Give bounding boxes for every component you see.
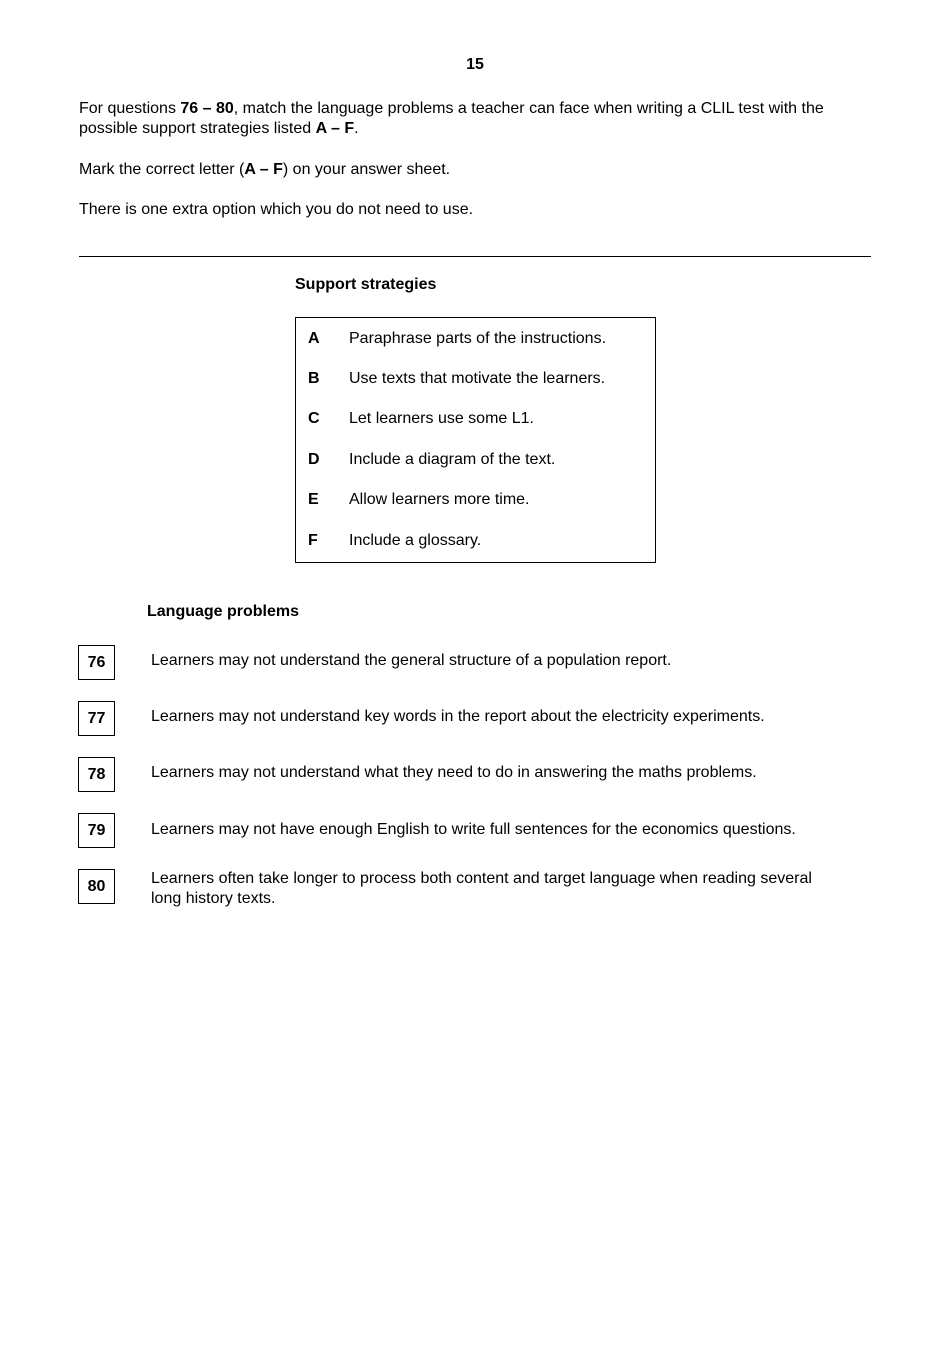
strategy-item [296,530,655,552]
strategy-text: Include a diagram of the text. [349,451,556,468]
intro-prefix: For questions [79,100,181,117]
question-range: 76 – 80 [180,100,234,117]
strategy-letter: B [308,370,320,387]
instructions-intro [79,99,879,139]
question-number-box: 79 [78,813,115,848]
support-strategies-heading: Support strategies [295,276,437,293]
question-number-box: 77 [78,701,115,736]
strategy-letter: A [308,330,320,347]
strategy-letter: D [308,451,320,468]
problem-text: Learners may not understand key words in the report about the electricity experiments. [151,708,765,725]
strategy-letter: C [308,410,320,427]
strategy-letter: F [308,532,318,549]
question-number-box: 80 [78,869,115,904]
language-problems-heading: Language problems [147,603,300,620]
problem-text: Learners may not understand what they need to do in answering the maths problems. [151,764,757,781]
strategy-text: Paraphrase parts of the instructions. [349,330,607,347]
problem-text: Learners may not understand the general structure of a population report. [151,652,672,669]
question-number-box: 76 [78,645,115,680]
intro-middle: , match the language problems a teacher can face when writing a CLIL test with the possible support strategies listed [79,100,824,137]
strategy-text: Let learners use some L1. [349,410,534,427]
mark-suffix: ) on your answer sheet. [282,161,451,178]
question-number-box: 78 [78,757,115,792]
page-number: 15 [466,56,484,73]
strategy-text: Use texts that motivate the learners. [349,370,606,387]
instructions-mark [79,160,879,180]
strategy-text: Include a glossary. [349,532,482,549]
strategy-item [296,408,655,430]
strategy-item [296,368,655,390]
intro-suffix: . [354,120,359,137]
option-letters: A – F [315,120,355,137]
strategy-letter: E [308,491,319,508]
strategy-text: Allow learners more time. [349,491,530,508]
strategy-item [296,449,655,471]
strategy-item [296,489,655,511]
instructions-extra-option: There is one extra option which you do not need to use. [79,201,474,218]
mark-prefix: Mark the correct letter ( [79,161,245,178]
section-divider [79,256,871,257]
support-strategies-box [295,317,656,563]
problem-text: Learners often take longer to process both content and target language when reading several long history texts. [151,870,812,907]
problem-text: Learners may not have enough English to write full sentences for the economics questions. [151,821,796,838]
mark-letters: A – F [244,161,283,178]
strategy-item [296,328,655,350]
